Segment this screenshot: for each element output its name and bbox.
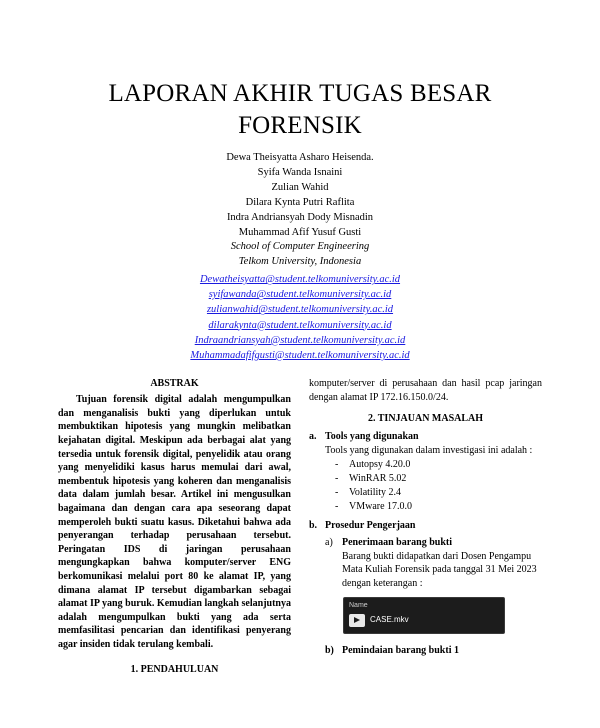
author-list — [58, 151, 542, 270]
list-item — [335, 486, 542, 500]
affiliation-line: Telkom University, Indonesia — [238, 256, 362, 268]
dash-marker: - — [335, 486, 339, 498]
list-marker: a. — [309, 431, 317, 443]
sub-list-item — [325, 644, 542, 657]
list-item-title: Tools yang digunakan — [325, 431, 419, 443]
author-name: Muhammad Afif Yusuf Gusti — [238, 226, 362, 238]
abstract-body: Tujuan forensik digital adalah mengumpulkan dan menganalisis bukti yang diperlukan untuk membuktikan hipotesis yang mungkin melibatkan kejahatan digital. Meskipun ada berbagai alat yang tersedia untuk forensik digital, penyelidik atau orang yang menyelidiki kasus harus memulai dari awal, membentuk hipotesis yang koheren dan menganalisis data dalam jumlah besar. Artikel ini mengusulkan bagaimana dan dengan cara apa seseorang dapat memperoleh bukti suatu kasus. Diketahui bahwa ada penyerangan terhadap perusahaan tersebut. Peringatan IDS di jaringan perusahaan mengungkapkan bahwa komputer/server ENG berkomunikasi melalui port 80 ke alamat IP, yang dimana alamat IP tersebut digambarkan sebagai alamat IP yang buruk. Kemudian langkah selanjutnya adalah mengumpulkan bukti yang ada serta memfasilitasi pencarian dan identifikasi penyerang agar insiden tidak terulang kembali. — [58, 394, 291, 650]
right-column — [309, 377, 542, 677]
section-heading-2: 2. TINJAUAN MASALAH — [367, 413, 484, 425]
author-email-link[interactable]: Indraandriansyah@student.telkomuniversity.ac.id — [194, 334, 406, 346]
document-page — [0, 78, 600, 728]
file-row[interactable] — [344, 611, 504, 633]
sub-list-item — [325, 536, 542, 590]
tool-name: WinRAR 5.02 — [349, 472, 407, 484]
dash-marker: - — [335, 472, 339, 484]
file-name: CASE.mkv — [370, 615, 409, 625]
list-item — [335, 500, 542, 514]
list-item-text: Tools yang digunakan dalam investigasi ini adalah : — [325, 444, 533, 456]
author-name: Dilara Kynta Putri Raflita — [245, 196, 355, 208]
sub-list-marker: a) — [325, 537, 333, 549]
author-email-link[interactable]: zulianwahid@student.telkomuniversity.ac.id — [206, 304, 394, 316]
list-item-title: Prosedur Pengerjaan — [325, 519, 416, 531]
author-name: Zulian Wahid — [271, 181, 329, 193]
author-email-link[interactable]: Dewatheisyatta@student.telkomuniversity.ac.id — [199, 274, 401, 286]
tool-name: VMware 17.0.0 — [349, 500, 413, 512]
author-name: Syifa Wanda Isnaini — [257, 166, 343, 178]
email-list — [58, 272, 542, 363]
tools-list — [335, 458, 542, 514]
list-item — [335, 458, 542, 472]
file-column-header: Name — [349, 601, 368, 609]
list-item — [335, 472, 542, 486]
abstract-heading: ABSTRAK — [150, 377, 199, 389]
sub-list-marker: b) — [325, 644, 334, 656]
list-marker: b. — [309, 519, 318, 531]
dash-marker: - — [335, 458, 339, 470]
author-email-link[interactable]: dilarakynta@student.telkomuniversity.ac.id — [208, 319, 392, 331]
two-column-body — [58, 377, 542, 677]
evidence-file-card[interactable] — [343, 597, 505, 634]
sub-list-item-title: Penerimaan barang bukti — [342, 537, 453, 549]
author-name: Dewa Theisyatta Asharo Heisenda. — [226, 152, 374, 163]
author-email-link[interactable]: Muhammadafifgusti@student.telkomuniversity.ac.id — [190, 349, 410, 361]
list-content — [325, 430, 542, 457]
sub-list-content — [342, 536, 542, 590]
play-icon — [349, 614, 365, 627]
affiliation-line: School of Computer Engineering — [230, 241, 370, 253]
list-item — [309, 519, 542, 533]
tool-name: Volatility 2.4 — [349, 486, 402, 498]
dash-marker: - — [335, 500, 339, 512]
left-column — [58, 377, 291, 677]
author-name: Indra Andriansyah Dody Misnadin — [226, 211, 374, 223]
tool-name: Autopsy 4.20.0 — [349, 458, 411, 470]
page-title: LAPORAN AKHIR TUGAS BESAR FORENSIK — [108, 80, 492, 139]
author-email-link[interactable]: syifawanda@student.telkomuniversity.ac.id — [208, 289, 392, 301]
sub-list-item-title: Pemindaian barang bukti 1 — [342, 644, 459, 656]
list-item — [309, 430, 542, 457]
section-heading-1: 1. PENDAHULUAN — [130, 664, 219, 676]
intro-continuation: komputer/server di perusahaan dan hasil pcap jaringan dengan alamat IP 172.16.150.0/24. — [309, 377, 542, 403]
sub-list-item-text: Barang bukti didapatkan dari Dosen Pengampu Mata Kuliah Forensik pada tanggal 31 Mei 2023 dengan keterangan : — [342, 550, 537, 589]
